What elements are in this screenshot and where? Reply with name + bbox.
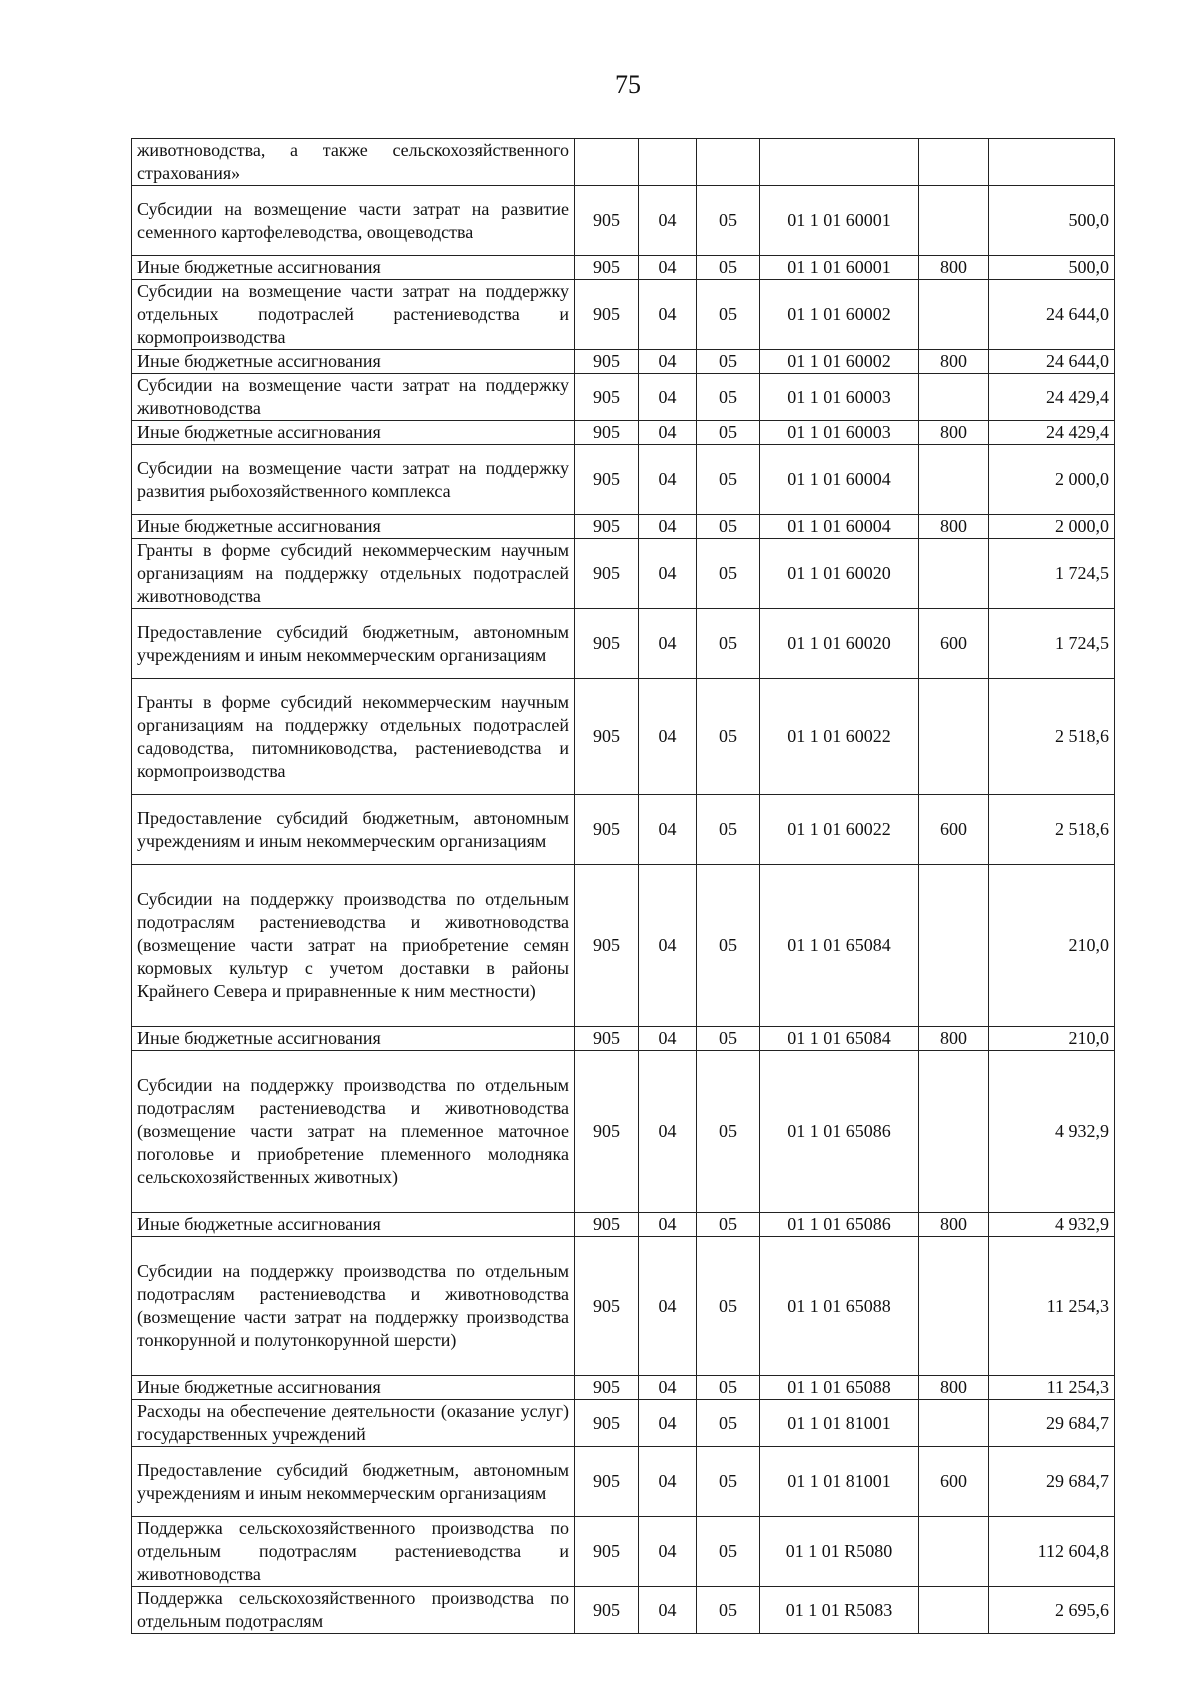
- row-amount: 4 932,9: [989, 1213, 1115, 1237]
- table-row: [132, 374, 1115, 421]
- row-expense-type-code: [919, 1587, 989, 1634]
- table-row: [132, 795, 1115, 865]
- row-description: Предоставление субсидий бюджетным, автономным учреждениям и иным некоммерческим организациям: [132, 1447, 575, 1517]
- row-target-code: 01 1 01 65086: [760, 1051, 919, 1213]
- row-dept-code: 905: [575, 1400, 639, 1447]
- row-amount: 24 644,0: [989, 350, 1115, 374]
- row-section-code: 04: [639, 795, 697, 865]
- row-description: Субсидии на поддержку производства по отдельным подотраслям растениеводства и животноводства (возмещение части затрат на поддержку производства тонкорунной и полутонкорунной шерсти): [132, 1237, 575, 1376]
- row-description: Поддержка сельскохозяйственного производства по отдельным подотраслям: [132, 1587, 575, 1634]
- table-row: [132, 350, 1115, 374]
- row-subsection-code: 05: [697, 374, 760, 421]
- table-row: [132, 1237, 1115, 1376]
- row-dept-code: 905: [575, 421, 639, 445]
- row-dept-code: 905: [575, 445, 639, 515]
- row-section-code: 04: [639, 374, 697, 421]
- row-description: Поддержка сельскохозяйственного производства по отдельным подотраслям растениеводства и животноводства: [132, 1517, 575, 1587]
- row-subsection-code: 05: [697, 1213, 760, 1237]
- row-expense-type-code: 800: [919, 1213, 989, 1237]
- row-target-code: 01 1 01 60003: [760, 374, 919, 421]
- row-amount: 29 684,7: [989, 1447, 1115, 1517]
- row-target-code: 01 1 01 R5080: [760, 1517, 919, 1587]
- row-subsection-code: 05: [697, 1587, 760, 1634]
- row-subsection-code: 05: [697, 1447, 760, 1517]
- row-amount: 2 518,6: [989, 679, 1115, 795]
- row-expense-type-code: [919, 1400, 989, 1447]
- row-description: Иные бюджетные ассигнования: [132, 1027, 575, 1051]
- row-description: Гранты в форме субсидий некоммерческим научным организациям на поддержку отдельных подотраслей садоводства, питомниководства, растениеводства и кормопроизводства: [132, 679, 575, 795]
- row-amount: [989, 139, 1115, 186]
- row-target-code: 01 1 01 60004: [760, 515, 919, 539]
- row-target-code: 01 1 01 81001: [760, 1400, 919, 1447]
- row-amount: 24 429,4: [989, 374, 1115, 421]
- row-description: Иные бюджетные ассигнования: [132, 256, 575, 280]
- row-section-code: 04: [639, 1027, 697, 1051]
- row-target-code: 01 1 01 R5083: [760, 1587, 919, 1634]
- row-target-code: 01 1 01 65088: [760, 1237, 919, 1376]
- row-section-code: 04: [639, 1051, 697, 1213]
- row-section-code: 04: [639, 186, 697, 256]
- row-section-code: 04: [639, 421, 697, 445]
- row-section-code: 04: [639, 679, 697, 795]
- table-row: [132, 256, 1115, 280]
- row-expense-type-code: [919, 679, 989, 795]
- row-subsection-code: 05: [697, 1376, 760, 1400]
- row-expense-type-code: 800: [919, 350, 989, 374]
- row-subsection-code: 05: [697, 1237, 760, 1376]
- row-amount: 210,0: [989, 865, 1115, 1027]
- row-subsection-code: 05: [697, 445, 760, 515]
- row-section-code: 04: [639, 1213, 697, 1237]
- row-amount: 2 000,0: [989, 445, 1115, 515]
- row-amount: 24 429,4: [989, 421, 1115, 445]
- row-dept-code: 905: [575, 679, 639, 795]
- table-row: [132, 186, 1115, 256]
- row-description: Субсидии на возмещение части затрат на развитие семенного картофелеводства, овощеводства: [132, 186, 575, 256]
- row-description: Субсидии на поддержку производства по отдельным подотраслям растениеводства и животноводства (возмещение части затрат на приобретение семян кормовых культур с учетом доставки в районы Крайнего Севера и приравненные к ним местности): [132, 865, 575, 1027]
- row-amount: 112 604,8: [989, 1517, 1115, 1587]
- row-description: Гранты в форме субсидий некоммерческим научным организациям на поддержку отдельных подотраслей животноводства: [132, 539, 575, 609]
- row-subsection-code: 05: [697, 280, 760, 350]
- row-subsection-code: 05: [697, 679, 760, 795]
- row-description: Иные бюджетные ассигнования: [132, 421, 575, 445]
- table-row: [132, 1517, 1115, 1587]
- row-dept-code: 905: [575, 280, 639, 350]
- table-row: [132, 609, 1115, 679]
- row-section-code: 04: [639, 1517, 697, 1587]
- row-expense-type-code: [919, 539, 989, 609]
- row-expense-type-code: 600: [919, 1447, 989, 1517]
- table-body: [132, 139, 1115, 1634]
- row-section-code: 04: [639, 1447, 697, 1517]
- row-dept-code: 905: [575, 256, 639, 280]
- row-description: Субсидии на поддержку производства по отдельным подотраслям растениеводства и животноводства (возмещение части затрат на племенное маточное поголовье и приобретение племенного молодняка сельскохозяйственных животных): [132, 1051, 575, 1213]
- row-section-code: 04: [639, 445, 697, 515]
- row-expense-type-code: [919, 1517, 989, 1587]
- table-row: [132, 280, 1115, 350]
- row-subsection-code: 05: [697, 609, 760, 679]
- row-amount: 500,0: [989, 186, 1115, 256]
- table-row: [132, 139, 1115, 186]
- row-expense-type-code: [919, 139, 989, 186]
- row-dept-code: 905: [575, 865, 639, 1027]
- row-target-code: 01 1 01 60020: [760, 539, 919, 609]
- row-expense-type-code: 800: [919, 256, 989, 280]
- row-section-code: 04: [639, 515, 697, 539]
- row-description: Расходы на обеспечение деятельности (оказание услуг) государственных учреждений: [132, 1400, 575, 1447]
- row-dept-code: 905: [575, 186, 639, 256]
- row-section-code: 04: [639, 256, 697, 280]
- row-expense-type-code: [919, 186, 989, 256]
- row-description: Иные бюджетные ассигнования: [132, 1376, 575, 1400]
- table-row: [132, 1051, 1115, 1213]
- row-dept-code: 905: [575, 1051, 639, 1213]
- row-target-code: 01 1 01 81001: [760, 1447, 919, 1517]
- row-subsection-code: 05: [697, 1400, 760, 1447]
- row-amount: 2 000,0: [989, 515, 1115, 539]
- row-dept-code: 905: [575, 1376, 639, 1400]
- row-target-code: 01 1 01 60002: [760, 350, 919, 374]
- page-number: 75: [615, 70, 641, 99]
- row-subsection-code: [697, 139, 760, 186]
- row-target-code: 01 1 01 60001: [760, 256, 919, 280]
- row-amount: 2 518,6: [989, 795, 1115, 865]
- row-target-code: 01 1 01 60001: [760, 186, 919, 256]
- row-target-code: 01 1 01 60003: [760, 421, 919, 445]
- row-target-code: 01 1 01 65084: [760, 1027, 919, 1051]
- row-amount: 2 695,6: [989, 1587, 1115, 1634]
- row-description: Иные бюджетные ассигнования: [132, 515, 575, 539]
- budget-table: [131, 138, 1115, 1634]
- row-target-code: 01 1 01 60020: [760, 609, 919, 679]
- row-dept-code: 905: [575, 374, 639, 421]
- row-amount: 1 724,5: [989, 539, 1115, 609]
- row-subsection-code: 05: [697, 1517, 760, 1587]
- row-subsection-code: 05: [697, 515, 760, 539]
- row-dept-code: [575, 139, 639, 186]
- row-description: Субсидии на возмещение части затрат на поддержку отдельных подотраслей растениеводства и кормопроизводства: [132, 280, 575, 350]
- row-dept-code: 905: [575, 1447, 639, 1517]
- row-section-code: 04: [639, 1376, 697, 1400]
- row-dept-code: 905: [575, 609, 639, 679]
- row-expense-type-code: 800: [919, 515, 989, 539]
- row-subsection-code: 05: [697, 795, 760, 865]
- row-target-code: [760, 139, 919, 186]
- row-dept-code: 905: [575, 350, 639, 374]
- row-section-code: 04: [639, 609, 697, 679]
- row-expense-type-code: 800: [919, 1027, 989, 1051]
- table-row: [132, 421, 1115, 445]
- table-row: [132, 1213, 1115, 1237]
- row-target-code: 01 1 01 60004: [760, 445, 919, 515]
- row-description: Предоставление субсидий бюджетным, автономным учреждениям и иным некоммерческим организациям: [132, 609, 575, 679]
- row-dept-code: 905: [575, 795, 639, 865]
- table-row: [132, 1587, 1115, 1634]
- row-amount: 11 254,3: [989, 1376, 1115, 1400]
- row-description: Предоставление субсидий бюджетным, автономным учреждениям и иным некоммерческим организациям: [132, 795, 575, 865]
- row-dept-code: 905: [575, 1517, 639, 1587]
- table-row: [132, 865, 1115, 1027]
- table-row: [132, 515, 1115, 539]
- table-row: [132, 539, 1115, 609]
- row-description: Субсидии на возмещение части затрат на поддержку животноводства: [132, 374, 575, 421]
- row-target-code: 01 1 01 65088: [760, 1376, 919, 1400]
- row-amount: 4 932,9: [989, 1051, 1115, 1213]
- row-subsection-code: 05: [697, 1051, 760, 1213]
- table-row: [132, 1027, 1115, 1051]
- row-subsection-code: 05: [697, 186, 760, 256]
- row-dept-code: 905: [575, 1237, 639, 1376]
- row-section-code: 04: [639, 350, 697, 374]
- row-dept-code: 905: [575, 1027, 639, 1051]
- row-amount: 210,0: [989, 1027, 1115, 1051]
- row-expense-type-code: 600: [919, 795, 989, 865]
- row-description: животноводства, а также сельскохозяйственного страхования»: [132, 139, 575, 186]
- row-target-code: 01 1 01 60022: [760, 679, 919, 795]
- row-description: Субсидии на возмещение части затрат на поддержку развития рыбохозяйственного комплекса: [132, 445, 575, 515]
- row-section-code: 04: [639, 539, 697, 609]
- table-row: [132, 1376, 1115, 1400]
- row-section-code: 04: [639, 1237, 697, 1376]
- table-row: [132, 1447, 1115, 1517]
- row-description: Иные бюджетные ассигнования: [132, 1213, 575, 1237]
- row-amount: 1 724,5: [989, 609, 1115, 679]
- row-subsection-code: 05: [697, 1027, 760, 1051]
- row-expense-type-code: [919, 445, 989, 515]
- row-description: Иные бюджетные ассигнования: [132, 350, 575, 374]
- row-expense-type-code: [919, 280, 989, 350]
- row-dept-code: 905: [575, 1213, 639, 1237]
- row-section-code: 04: [639, 280, 697, 350]
- row-subsection-code: 05: [697, 350, 760, 374]
- row-subsection-code: 05: [697, 256, 760, 280]
- row-section-code: 04: [639, 1400, 697, 1447]
- row-amount: 29 684,7: [989, 1400, 1115, 1447]
- row-expense-type-code: 800: [919, 421, 989, 445]
- row-section-code: [639, 139, 697, 186]
- row-target-code: 01 1 01 60002: [760, 280, 919, 350]
- row-expense-type-code: [919, 1051, 989, 1213]
- row-subsection-code: 05: [697, 539, 760, 609]
- table-row: [132, 1400, 1115, 1447]
- row-expense-type-code: [919, 865, 989, 1027]
- row-section-code: 04: [639, 865, 697, 1027]
- row-dept-code: 905: [575, 515, 639, 539]
- table-row: [132, 445, 1115, 515]
- row-expense-type-code: [919, 1237, 989, 1376]
- row-amount: 11 254,3: [989, 1237, 1115, 1376]
- row-dept-code: 905: [575, 1587, 639, 1634]
- row-expense-type-code: [919, 374, 989, 421]
- row-amount: 24 644,0: [989, 280, 1115, 350]
- row-amount: 500,0: [989, 256, 1115, 280]
- row-subsection-code: 05: [697, 865, 760, 1027]
- row-expense-type-code: 600: [919, 609, 989, 679]
- row-section-code: 04: [639, 1587, 697, 1634]
- row-target-code: 01 1 01 65084: [760, 865, 919, 1027]
- row-expense-type-code: 800: [919, 1376, 989, 1400]
- row-target-code: 01 1 01 60022: [760, 795, 919, 865]
- row-target-code: 01 1 01 65086: [760, 1213, 919, 1237]
- table-row: [132, 679, 1115, 795]
- row-dept-code: 905: [575, 539, 639, 609]
- row-subsection-code: 05: [697, 421, 760, 445]
